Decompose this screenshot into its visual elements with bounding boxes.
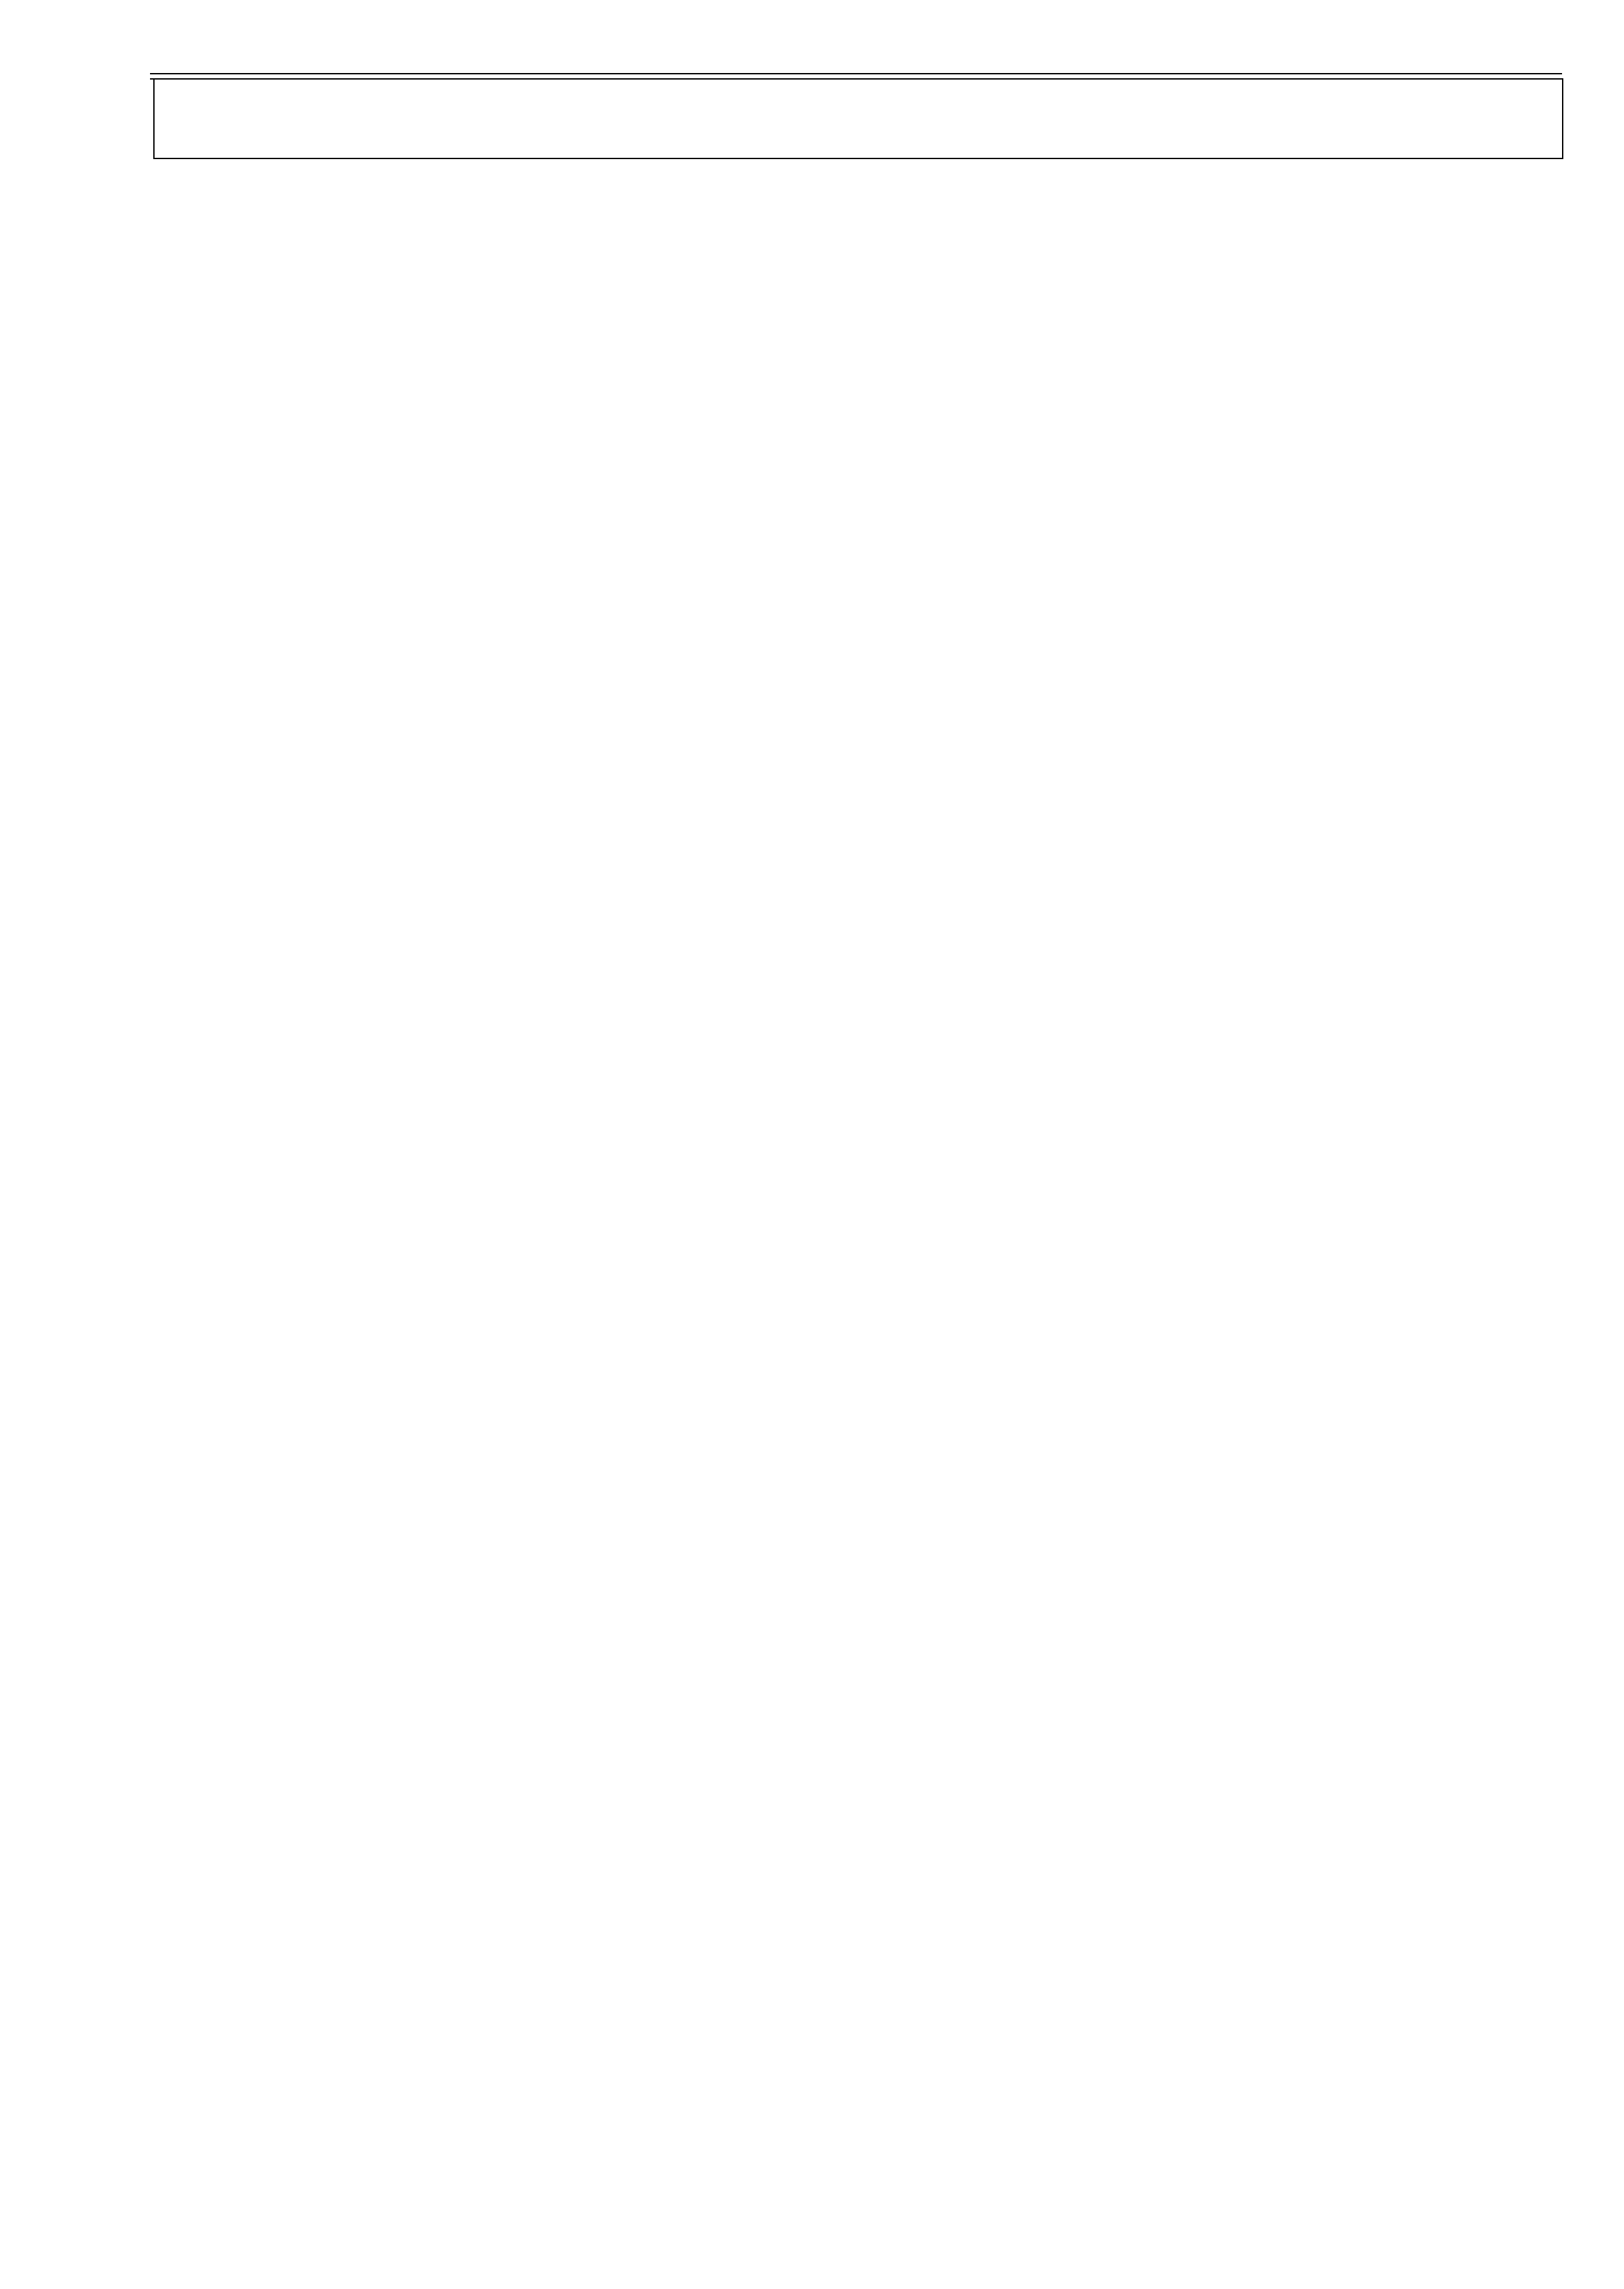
- measure-unit: [332, 128, 384, 152]
- section-title-block: [153, 78, 1563, 159]
- rates-table: [153, 78, 1563, 159]
- running-header: [150, 38, 1562, 72]
